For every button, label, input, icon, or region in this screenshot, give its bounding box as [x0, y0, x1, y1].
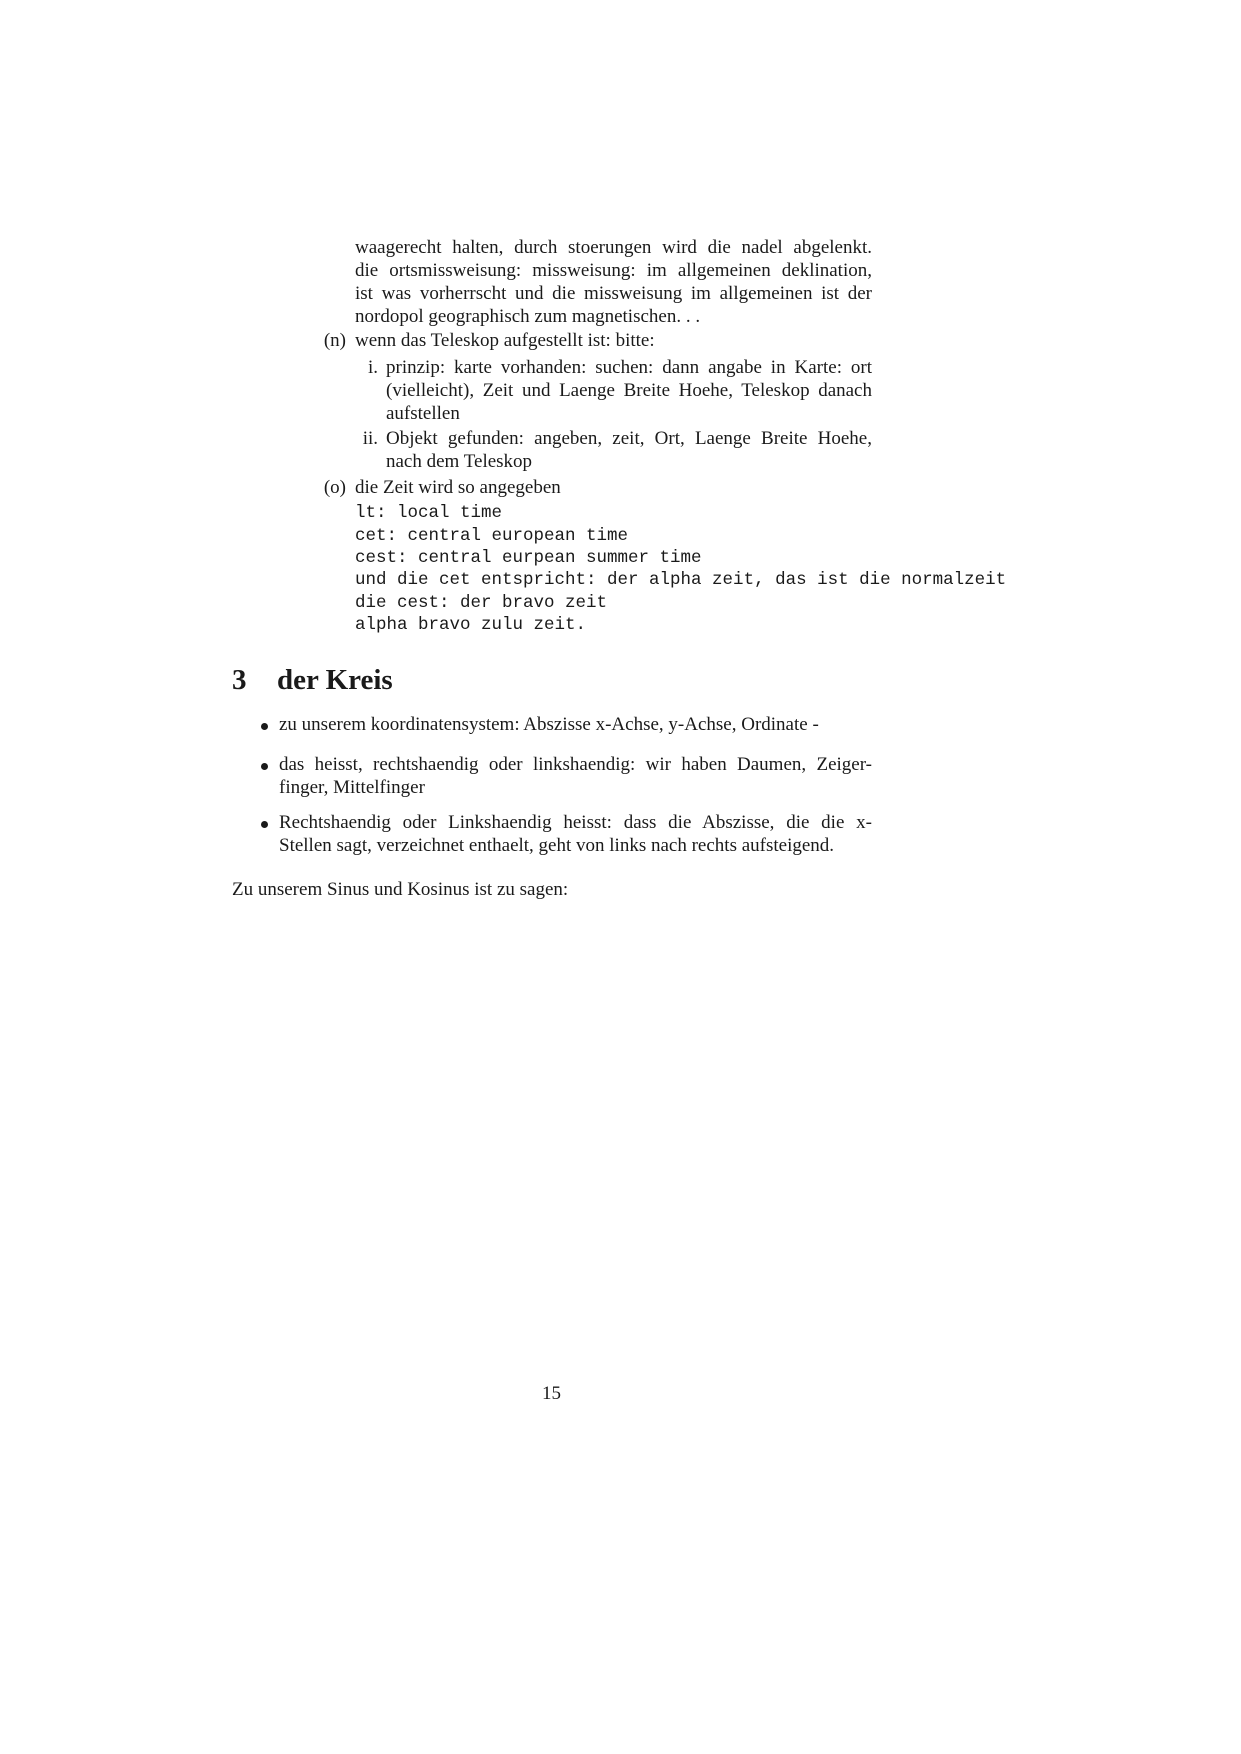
closing-paragraph: Zu unserem Sinus und Kosinus ist zu sagen:: [232, 879, 569, 900]
list-item-o-text: die Zeit wird so angegeben: [355, 477, 561, 498]
page-number: 15: [542, 1383, 561, 1404]
sublist-label-i: i.: [367, 357, 378, 378]
section-title: der Kreis: [277, 664, 393, 696]
sublist-item-line: (vielleicht), Zeit und Laenge Breite Hoehe, Teleskop danach: [386, 380, 872, 401]
code-line: cet: central european time: [355, 526, 629, 546]
list-item-n-text: wenn das Teleskop aufgestellt ist: bitte:: [355, 330, 655, 351]
sublist-item-line: Objekt gefunden: angeben, zeit, Ort, Laenge Breite Hoehe,: [386, 428, 872, 449]
bullet-item-line: zu unserem koordinatensystem: Abszisse x-Achse, y-Achse, Ordinate -: [279, 714, 819, 735]
bullet-item-line: das heisst, rechtshaendig oder linkshaendig: wir haben Daumen, Zeiger-: [279, 754, 872, 775]
bullet-item-line: finger, Mittelfinger: [279, 777, 425, 798]
list-label-n: (n): [323, 330, 346, 351]
code-line: cest: central eurpean summer time: [355, 548, 702, 568]
sublist-item-line: prinzip: karte vorhanden: suchen: dann angabe in Karte: ort: [386, 357, 872, 378]
bullet-icon: [261, 763, 268, 770]
bullet-icon: [261, 821, 268, 828]
continuation-line: die ortsmissweisung: missweisung: im allgemeinen deklination,: [355, 260, 872, 281]
bullet-item-line: Rechtshaendig oder Linkshaendig heisst: dass die Abszisse, die die x-: [279, 812, 872, 833]
continuation-line: waagerecht halten, durch stoerungen wird die nadel abgelenkt.: [355, 237, 872, 258]
code-line: und die cet entspricht: der alpha zeit, das ist die normalzeit: [355, 570, 1007, 590]
code-line: die cest: der bravo zeit: [355, 593, 608, 613]
sublist-item-line: aufstellen: [386, 403, 460, 424]
bullet-item-line: Stellen sagt, verzeichnet enthaelt, geht von links nach rechts aufsteigend.: [279, 835, 835, 856]
section-number: 3: [232, 664, 247, 696]
bullet-icon: [261, 723, 268, 730]
code-line: lt: local time: [355, 503, 503, 523]
list-label-o: (o): [323, 477, 346, 498]
continuation-line: nordopol geographisch zum magnetischen. . .: [355, 306, 701, 327]
sublist-item-line: nach dem Teleskop: [386, 451, 533, 472]
code-line: alpha bravo zulu zeit.: [355, 615, 587, 635]
continuation-line: ist was vorherrscht und die missweisung im allgemeinen ist der: [355, 283, 872, 304]
sublist-label-ii: ii.: [362, 428, 378, 449]
